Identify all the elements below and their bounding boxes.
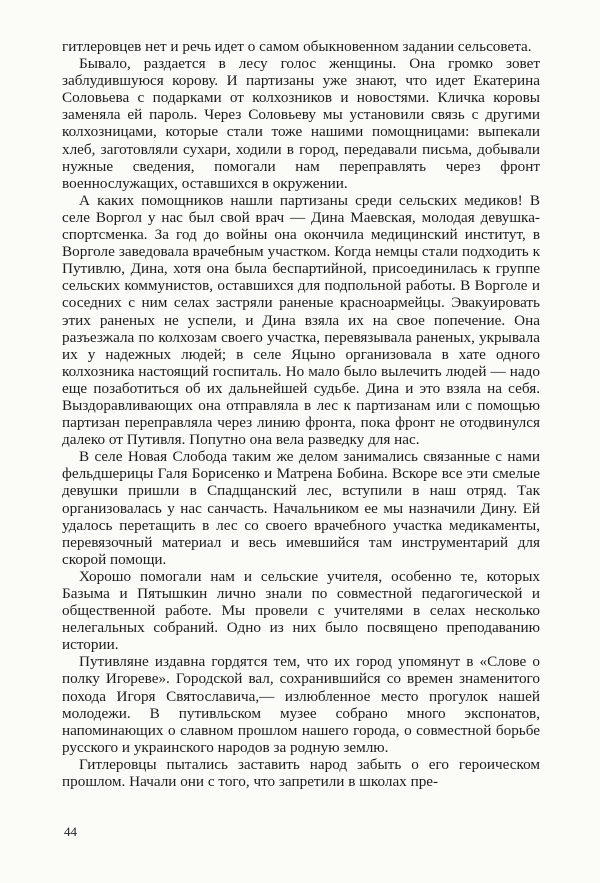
body-text xyxy=(62,38,540,790)
paragraph-7: Гитлеровцы пытались заставить народ забыть о его героическом прошлом. Начали они с того, что запретили в школах пре- xyxy=(62,755,540,791)
paragraph-5: Хорошо помогали нам и сельские учителя, особенно те, которых Базыма и Пятышкин лично знали по совместной педагогической и общественной работе. Мы провели с учителями в селах несколько нелегальных собраний. Одно из них было посвящено преподаванию истории. xyxy=(62,567,540,654)
paragraph-3: А каких помощников нашли партизаны среди сельских медиков! В селе Воргол у нас был свой врач — Дина Маевская, молодая девушка-спортсменка. За год до войны она окончила медицинский институт, в Ворголе заведовала врачебным участком. Когда немцы стали подходить к Путивлю, Дина, хотя она была беспартийной, присоединилась к группе сельских коммунистов, оставшихся для подпольной работы. В Ворголе и соседних с ним селах застряли раненые красноармейцы. Эвакуировать этих раненых не успели, и Дина взяла их на свое попечение. Она разъезжала по колхозам своего участка, перевязывала раненых, укрывала их у надежных людей; в селе Яцыно организовала в хате одного колхозника настоящий госпиталь. Но мало было вылечить людей — надо еще позаботиться об их дальнейшей судьбе. Дина и это взяла на себя. Выздоравливающих она отправляла в лес к партизанам или с помощью партизан переправляла через линию фронта, пока фронт не отодвинулся далеко от Путивля. Попутно она вела разведку для нас. xyxy=(62,191,540,449)
paragraph-2: Бывало, раздается в лесу голос женщины. Она громко зовет заблудившуюся корову. И партизаны уже знают, что идет Екатерина Соловьева с подарками от колхозников и новостями. Кличка коровы заменяла ей пароль. Через Соловьеву мы установили связь с другими колхозницами, которые стали тоже нашими помощницами: выпекали хлеб, заготовляли сухари, ходили в город, передавали письма, добывали нужные сведения, помогали нам переправлять через фронт военнослужащих, оставшихся в окружении. xyxy=(62,55,540,192)
paragraph-6: Путивляне издавна гордятся тем, что их город упомянут в «Слове о полку Игореве». Городской вал, сохранившийся со времен знаменитого похода Игоря Святославича,— излюбленное место прогулок нашей молодежи. В путивльском музее собрано много экспонатов, напоминающих о славном прошлом нашего города, о совместной борьбе русского и украинского народов за родную землю. xyxy=(62,653,540,756)
paragraph-1: гитлеровцев нет и речь идет о самом обыкновенном задании сельсовета. xyxy=(62,38,532,55)
page-number: 44 xyxy=(64,824,77,839)
paragraph-4: В селе Новая Слобода таким же делом занимались связанные с нами фельдшерицы Галя Борисенко и Матрена Бобина. Вскоре все эти смелые девушки пришли в Спадщанский лес, вступили в наш отряд. Так организовалась у нас санчасть. Начальником ее мы назначили Дину. Ей удалось перетащить в лес со своего врачебного участка медикаменты, перевязочный материал и весь имевшийся там инструментарий для скорой помощи. xyxy=(62,448,540,568)
